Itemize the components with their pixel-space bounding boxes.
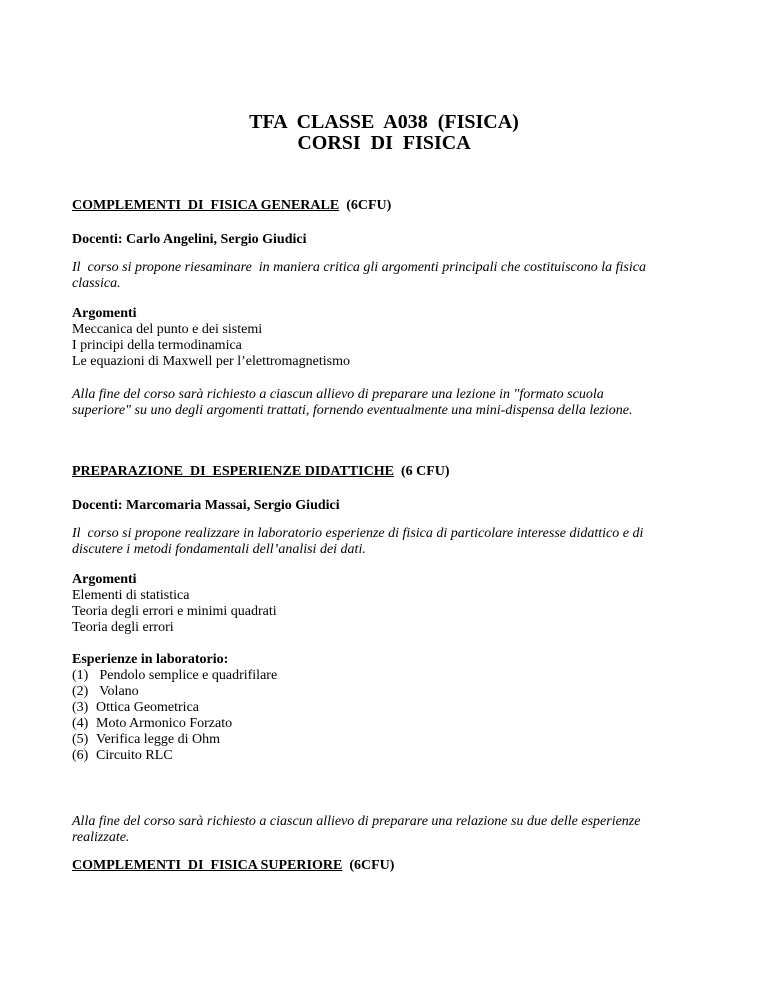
course2-title: PREPARAZIONE DI ESPERIENZE DIDATTICHE	[72, 464, 394, 479]
lab-item-number: (1)	[72, 668, 89, 683]
document-title-line1: TFA CLASSE A038 (FISICA)	[249, 111, 519, 133]
course1-description-line1: Il corso si propone riesaminare in maniera critica gli argomenti principali che costituiscono la fisica	[72, 260, 646, 275]
course2-topic: Elementi di statistica	[72, 588, 190, 603]
lab-item-text: Circuito RLC	[96, 748, 173, 763]
course2-final-line1: Alla fine del corso sarà richiesto a ciascun allievo di preparare una relazione su due delle esperienze	[72, 814, 641, 829]
lab-item	[72, 716, 712, 732]
course2-heading	[72, 464, 712, 480]
lab-list	[72, 668, 712, 764]
course2-topics-heading: Argomenti	[72, 572, 137, 587]
course1-description	[72, 260, 712, 292]
course1-final-note	[72, 387, 712, 419]
course2-topic: Teoria degli errori e minimi quadrati	[72, 604, 277, 619]
course1-description-line2: classica.	[72, 276, 121, 291]
course2-final-note	[72, 814, 712, 846]
lab-item	[72, 668, 712, 684]
course1-final-line1: Alla fine del corso sarà richiesto a ciascun allievo di preparare una lezione in "formato scuola	[72, 387, 604, 402]
lab-item-text: Volano	[96, 684, 139, 699]
course1-title: COMPLEMENTI DI FISICA GENERALE	[72, 198, 340, 213]
lab-item-number: (2)	[72, 684, 89, 699]
course2-description-line2: discutere i metodi fondamentali dell’analisi dei dati.	[72, 542, 366, 557]
lab-item-text: Pendolo semplice e quadrifilare	[96, 668, 278, 683]
course1-topic: Meccanica del punto e dei sistemi	[72, 322, 263, 337]
course2-description	[72, 526, 712, 558]
lab-item-text: Moto Armonico Forzato	[96, 716, 233, 731]
course3-heading	[72, 858, 712, 874]
course1-final-line2: superiore" su uno degli argomenti trattati, fornendo eventualmente una mini-dispensa della lezione.	[72, 403, 633, 418]
lab-item	[72, 700, 712, 716]
course2-credits: (6 CFU)	[393, 464, 450, 479]
course1-topics-heading: Argomenti	[72, 306, 137, 321]
course2-description-line1: Il corso si propone realizzare in laboratorio esperienze di fisica di particolare interesse didattico e di	[72, 526, 644, 541]
lab-item-text: Ottica Geometrica	[96, 700, 200, 715]
course1-topic: I principi della termodinamica	[72, 338, 242, 353]
lab-item	[72, 684, 712, 700]
course1-heading	[72, 198, 712, 214]
course1-credits: (6CFU)	[339, 198, 392, 213]
course2-teachers: Docenti: Marcomaria Massai, Sergio Giudici	[72, 498, 340, 513]
lab-item-text: Verifica legge di Ohm	[96, 732, 221, 747]
course2-final-line2: realizzate.	[72, 830, 130, 845]
lab-item-number: (3)	[72, 700, 89, 715]
course2-topic: Teoria degli errori	[72, 620, 174, 635]
course1-topics	[72, 306, 712, 370]
lab-item	[72, 732, 712, 748]
lab-heading: Esperienze in laboratorio:	[72, 652, 229, 667]
course2-topics	[72, 572, 712, 636]
lab-item-number: (4)	[72, 716, 89, 731]
course3-title: COMPLEMENTI DI FISICA SUPERIORE	[72, 858, 343, 873]
lab-item	[72, 748, 712, 764]
course2-lab	[72, 652, 712, 764]
course3-credits: (6CFU)	[342, 858, 395, 873]
document-title-line2: CORSI DI FISICA	[297, 132, 471, 154]
course1-teachers: Docenti: Carlo Angelini, Sergio Giudici	[72, 232, 307, 247]
lab-item-number: (6)	[72, 748, 89, 763]
course1-topic: Le equazioni di Maxwell per l’elettromagnetismo	[72, 354, 350, 369]
lab-item-number: (5)	[72, 732, 89, 747]
